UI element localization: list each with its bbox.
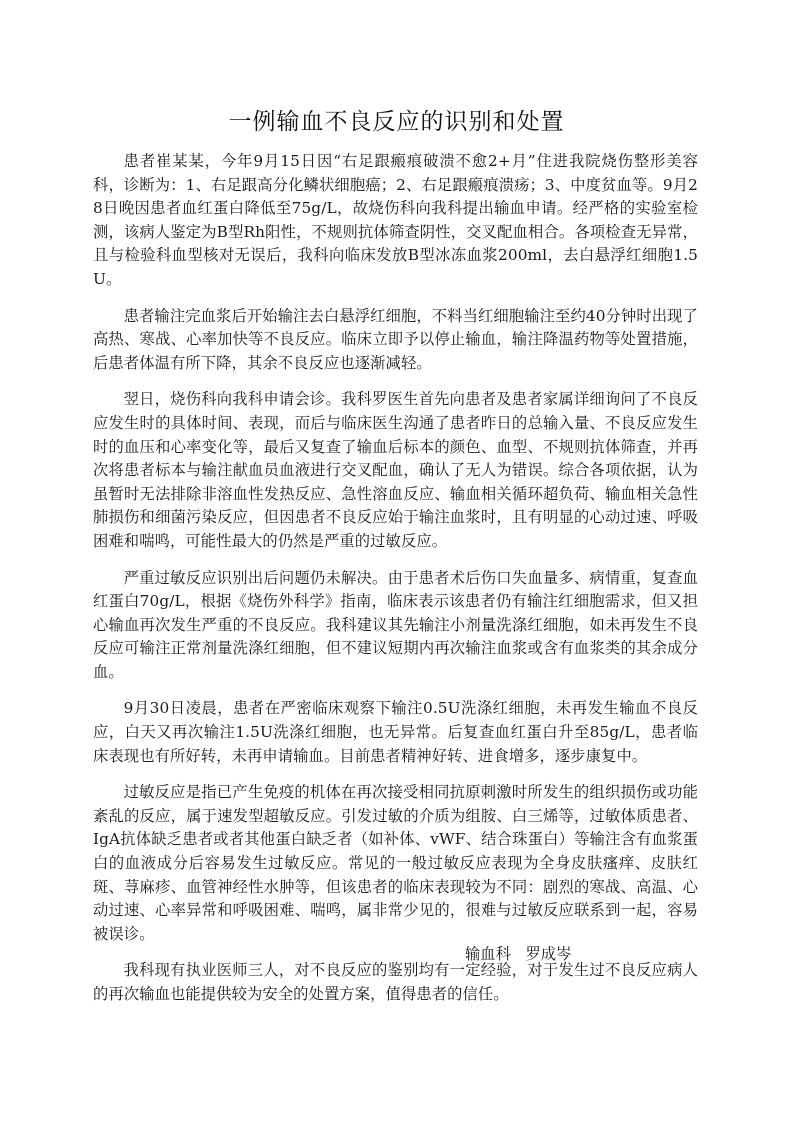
- paragraph-department-note: 我科现有执业医师三人，对不良反应的鉴别均有一定经验，对于发生过不良反应病人的再次输血也能提供较为安全的处置方案，值得患者的信任。: [93, 961, 698, 1003]
- paragraph-allergy-explanation: 过敏反应是指已产生免疫的机体在再次接受相同抗原刺激时所发生的组织损伤或功能紊乱的反应，属于速发型超敏反应。引发过敏的介质为组胺、白三烯等，过敏体质患者、IgA抗体缺乏患者或者其他蛋白缺乏者（如补体、vWF、结合珠蛋白）等输注含有血浆蛋白的血液成分后容易发生过敏反应。常见的一般过敏反应表现为全身皮肤瘙痒、皮肤红斑、荨麻疹、血管神经性水肿等，但该患者的临床表现较为不同：剧烈的寒战、高温、心动过速、心率异常和呼吸困难、喘鸣，属非常少见的，很难与过敏反应联系到一起，容易被误诊。: [93, 783, 698, 943]
- paragraph-reaction-onset: 患者输注完血浆后开始输注去白悬浮红细胞，不料当红细胞输注至约40分钟时出现了高热、寒战、心率加快等不良反应。临床立即予以停止输血，输注降温药物等处置措施，后患者体温有所下降，其余不良反应也逐渐减轻。: [93, 306, 698, 372]
- paragraph-consultation: 翌日，烧伤科向我科申请会诊。我科罗医生首先向患者及患者家属详细询问了不良反应发生时的具体时间、表现，而后与临床医生沟通了患者昨日的总输入量、不良反应发生时的血压和心率变化等，最后又复查了输血后标本的颜色、血型、不规则抗体筛查，并再次将患者标本与输注献血员血液进行交叉配血，确认了无人为错误。综合各项依据，认为虽暂时无法排除非溶血性发热反应、急性溶血反应、输血相关循环超负荷、输血相关急性肺损伤和细菌污染反应，但因患者不良反应始于输注血浆时，且有明显的心动过速、呼吸困难和喘鸣，可能性最大的仍然是严重的过敏反应。: [93, 390, 698, 550]
- signature: 输血科 罗成岑: [465, 945, 572, 963]
- document-title: 一例输血不良反应的识别和处置: [228, 109, 565, 135]
- paragraph-follow-up: 9月30日凌晨，患者在严密临床观察下输注0.5U洗涤红细胞，未再发生输血不良反应，白天又再次输注1.5U洗涤红细胞，也无异常。后复查血红蛋白升至85g/L，患者临床表现也有所好转，未再申请输血。目前患者精神好转、进食增多，逐步康复中。: [93, 699, 698, 765]
- document-body: [93, 150, 698, 1020]
- paragraph-treatment-plan: 严重过敏反应识别出后问题仍未解决。由于患者术后伤口失血量多、病情重，复查血红蛋白70g/L，根据《烧伤外科学》指南，临床表示该患者仍有输注红细胞需求，但又担心输血再次发生严重的不良反应。我科建议其先输注小剂量洗涤红细胞，如未再发生不良反应可输注正常剂量洗涤红细胞，但不建议短期内再次输注血浆或含有血浆类的其余成分血。: [93, 568, 698, 681]
- paragraph-case-intro: 患者崔某某，今年9月15日因“右足跟瘢痕破溃不愈2+月”住进我院烧伤整形美容科，诊断为：1、右足跟高分化鳞状细胞癌；2、右足跟瘢痕溃疡；3、中度贫血等。9月28日晚因患者血红蛋白降低至75g/L，故烧伤科向我科提出输血申请。经严格的实验室检测，该病人鉴定为B型Rh阳性，不规则抗体筛查阴性，交叉配血相合。各项检查无异常，且与检验科血型核对无误后，我科向临床发放B型冰冻血浆200ml，去白悬浮红细胞1.5U。: [93, 152, 698, 288]
